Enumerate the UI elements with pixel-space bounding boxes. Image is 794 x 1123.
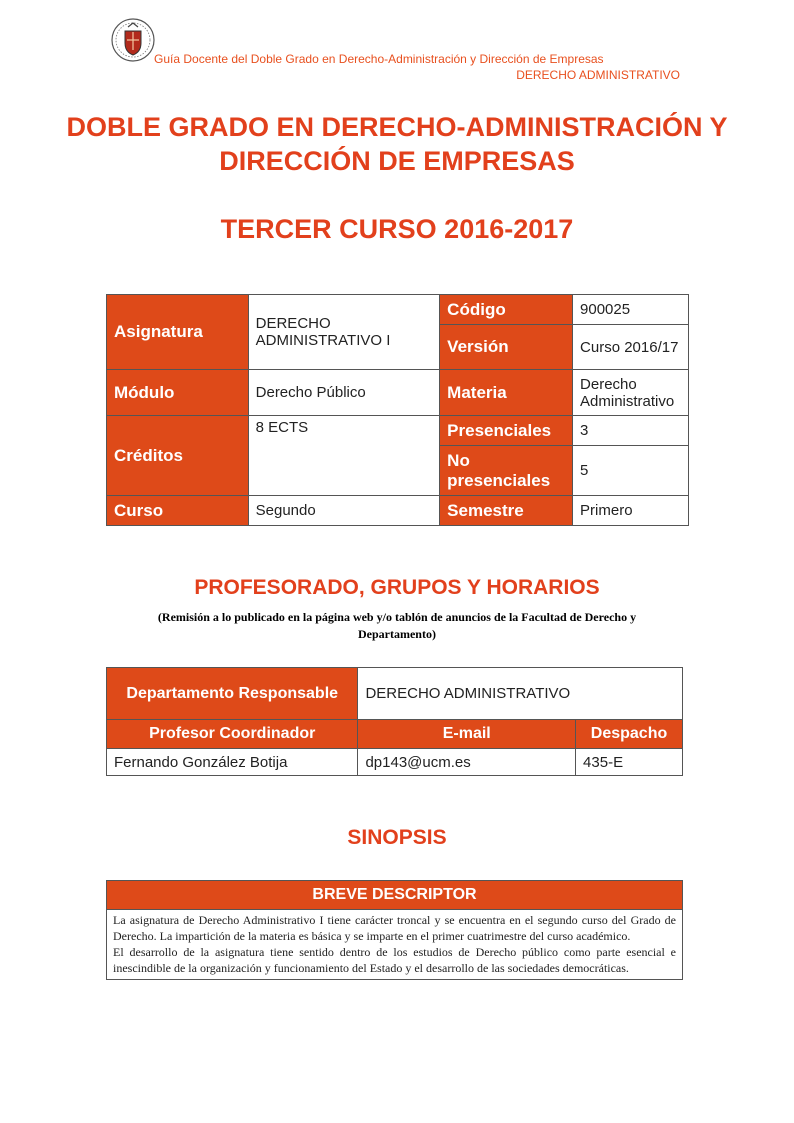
profesorado-heading: PROFESORADO, GRUPOS Y HORARIOS	[194, 576, 600, 599]
header-guide-title: Guía Docente del Doble Grado en Derecho-Administración y Dirección de Empresas	[154, 52, 604, 66]
col-email-header: E-mail	[358, 720, 576, 749]
curso-value: Segundo	[248, 496, 440, 526]
breve-descriptor-body	[107, 910, 683, 980]
university-seal-icon	[110, 16, 156, 68]
presenciales-value: 3	[573, 416, 689, 446]
semestre-value: Primero	[573, 496, 689, 526]
page-subtitle: TERCER CURSO 2016-2017	[220, 214, 574, 244]
profesor-despacho: 435-E	[576, 749, 683, 776]
version-value: Curso 2016/17	[573, 325, 689, 370]
header-subject: DERECHO ADMINISTRATIVO	[516, 68, 680, 82]
page-title: DOBLE GRADO EN DERECHO-ADMINISTRACIÓN Y DIRECCIÓN DE EMPRESAS	[66, 112, 728, 176]
no-presenciales-value: 5	[573, 446, 689, 496]
descriptor-paragraph-2: El desarrollo de la asignatura tiene sentido dentro de los estudios de Derecho público como parte esencial e inescindible de la organización y funcionamiento del Estado y el desarrollo de las sociedades democráticas.	[113, 945, 676, 975]
breve-descriptor-header: BREVE DESCRIPTOR	[107, 881, 683, 910]
col-profesor-header: Profesor Coordinador	[107, 720, 358, 749]
no-presenciales-label: No presenciales	[440, 446, 573, 496]
profesorado-table	[106, 667, 683, 776]
creditos-value: 8 ECTS	[248, 416, 440, 496]
profesor-email: dp143@ucm.es	[358, 749, 576, 776]
sinopsis-heading: SINOPSIS	[347, 826, 447, 849]
codigo-value: 900025	[573, 295, 689, 325]
semestre-label: Semestre	[440, 496, 573, 526]
version-label: Versión	[440, 325, 573, 370]
breve-descriptor-table	[106, 880, 683, 980]
remision-note: (Remisión a lo publicado en la página web y/o tablón de anuncios de la Facultad de Derecho y Departamento)	[157, 610, 637, 641]
materia-label: Materia	[440, 370, 573, 416]
subject-info-table	[106, 294, 689, 526]
col-despacho-header: Despacho	[576, 720, 683, 749]
presenciales-label: Presenciales	[440, 416, 573, 446]
materia-value: Derecho Administrativo	[573, 370, 689, 416]
modulo-value: Derecho Público	[248, 370, 440, 416]
profesor-name: Fernando González Botija	[107, 749, 358, 776]
modulo-label: Módulo	[107, 370, 249, 416]
asignatura-value: DERECHO ADMINISTRATIVO I	[248, 295, 440, 370]
asignatura-label: Asignatura	[107, 295, 249, 370]
departamento-label: Departamento Responsable	[107, 668, 358, 720]
departamento-value: DERECHO ADMINISTRATIVO	[358, 668, 683, 720]
codigo-label: Código	[440, 295, 573, 325]
descriptor-paragraph-1: La asignatura de Derecho Administrativo I tiene carácter troncal y se encuentra en el segundo curso del Grado de Derecho. La impartición de la materia es básica y se imparte en el primer cuatrimestre del curso académico.	[113, 913, 676, 943]
creditos-label: Créditos	[107, 416, 249, 496]
curso-label: Curso	[107, 496, 249, 526]
